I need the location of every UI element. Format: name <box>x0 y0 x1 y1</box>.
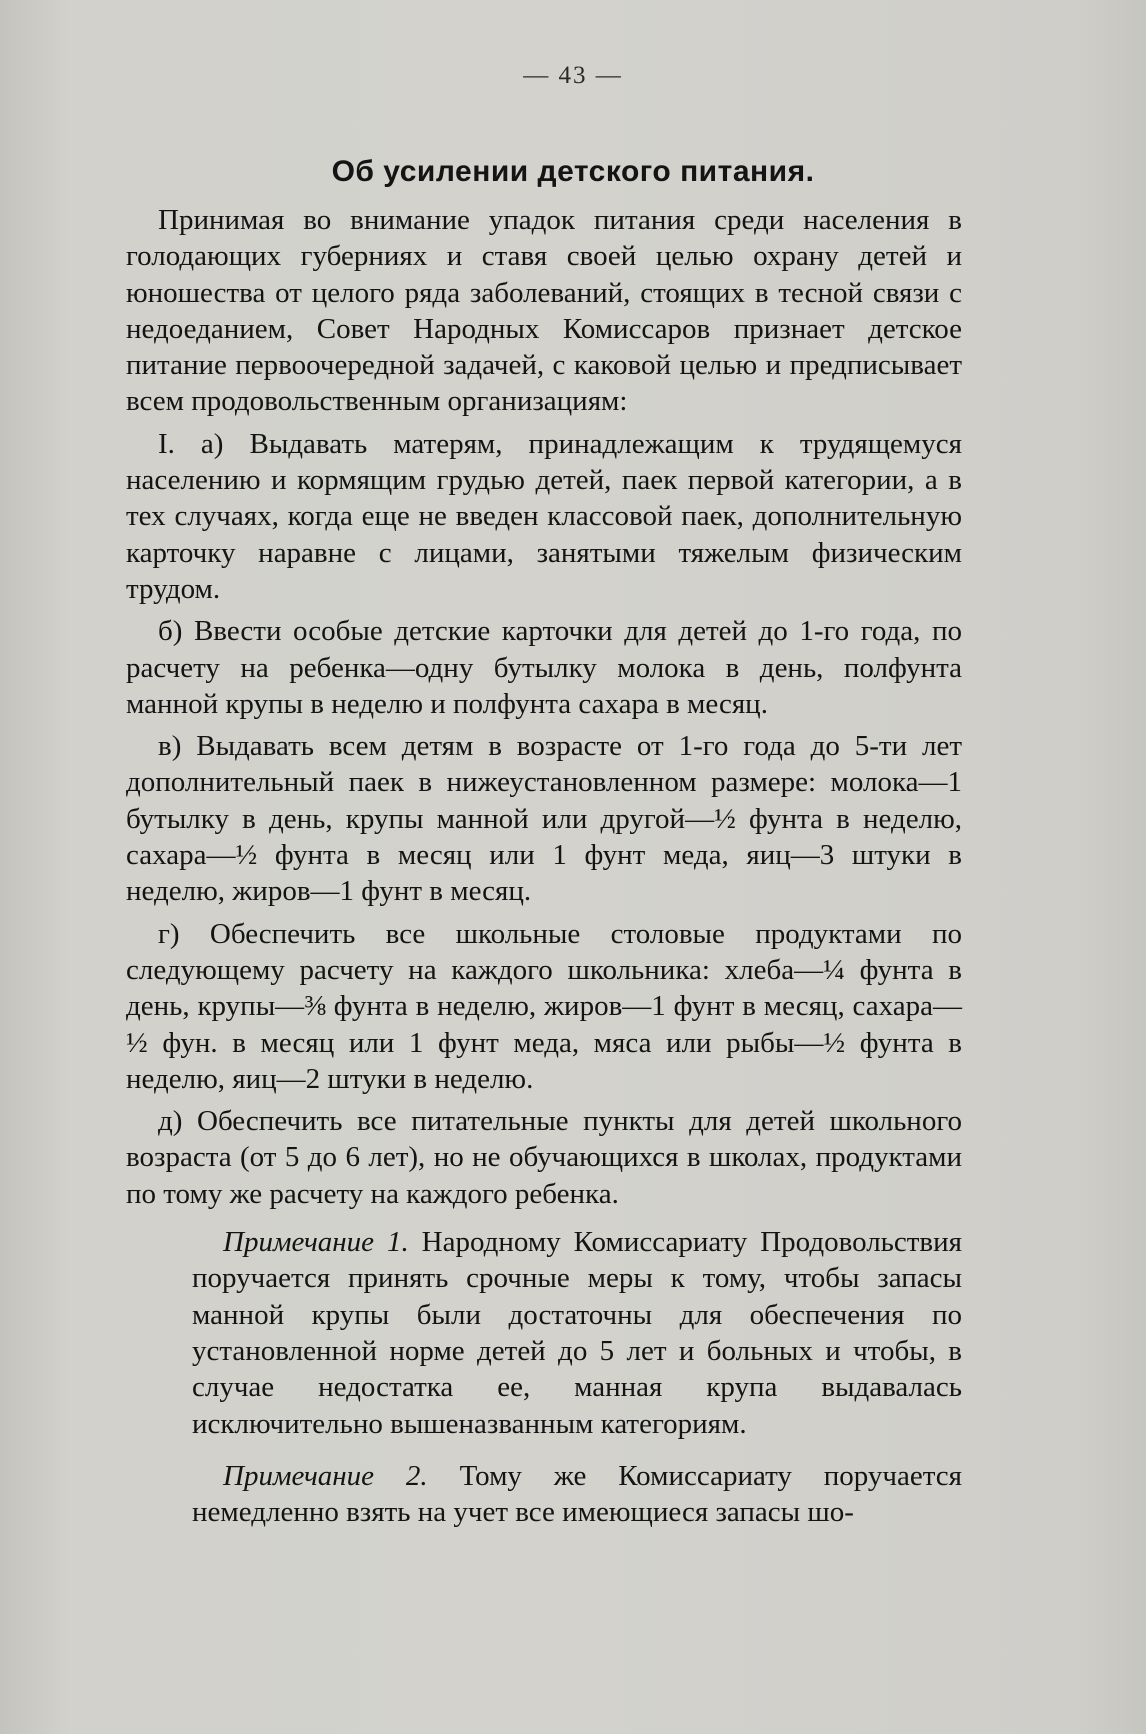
clause-1d: д) Обеспечить все питательные пункты для детей школьного возраста (от 5 до 6 лет), но не обучающихся в школах, продуктами по тому же расчету на каждого ребенка. <box>126 1105 962 1210</box>
decree-body <box>126 202 962 1530</box>
section-title: Об усилении детского питания. <box>331 155 815 188</box>
note-1-label: Примечание 1. <box>223 1226 409 1259</box>
clause-1v: в) Выдавать всем детям в возрасте от 1-го года до 5-ти лет дополнительный паек в нижеустановленном размере: молока—1 бутылку в день, крупы манной или другой—½ фунта в неделю, сахара—½ фунта в месяц или 1 фунт меда, яиц—3 штуки в неделю, жиров—1 фунт в месяц. <box>126 730 962 908</box>
note-2-label: Примечание 2. <box>223 1459 428 1492</box>
note-1 <box>192 1224 962 1442</box>
clause-1a: I. а) Выдавать матерям, принадлежащим к трудящемуся населению и кормящим грудью детей, паек первой категории, а в тех случаях, когда еще не введен классовой паек, дополнительную карточку наравне с лицами, занятыми тяжелым физическим трудом. <box>126 427 962 605</box>
note-1-text: Народному Комиссариату Продовольствия поручается принять срочные меры к тому, чтобы запасы манной крупы были достаточны для обеспечения по установленной норме детей до 5 лет и больных и чтобы, в случае недостатка ее, манная крупа выдавалась исключительно вышеназванным категориям. <box>192 1226 962 1440</box>
clause-1g: г) Обеспечить все школьные столовые продуктами по следующему расчету на каждого школьника: хлеба—¼ фунта в день, крупы—⅜ фунта в неделю, жиров—1 фунт в месяц, сахара—½ фун. в месяц или 1 фунт меда, мяса или рыбы—½ фунта в неделю, яиц—2 штуки в неделю. <box>126 917 962 1095</box>
intro-paragraph: Принимая во внимание упадок питания среди населения в голодающих губерниях и ставя своей целью охрану детей и юношества от целого ряда заболеваний, стоящих в тесной связи с недоеданием, Совет Народных Комиссаров признает детское питание первоочередной задачей, с каковой целью и предписывает всем продовольственным организациям: <box>126 204 962 418</box>
note-2 <box>192 1458 962 1531</box>
page-number: — 43 — <box>523 62 623 89</box>
note-2-text: Тому же Комиссариату поручается немедленно взять на учет все имеющиеся запасы шо- <box>192 1459 962 1529</box>
clause-1b: б) Ввести особые детские карточки для детей до 1-го года, по расчету на ребенка—одну бутылку молока в день, полфунта манной крупы в неделю и полфунта сахара в месяц. <box>126 615 962 720</box>
